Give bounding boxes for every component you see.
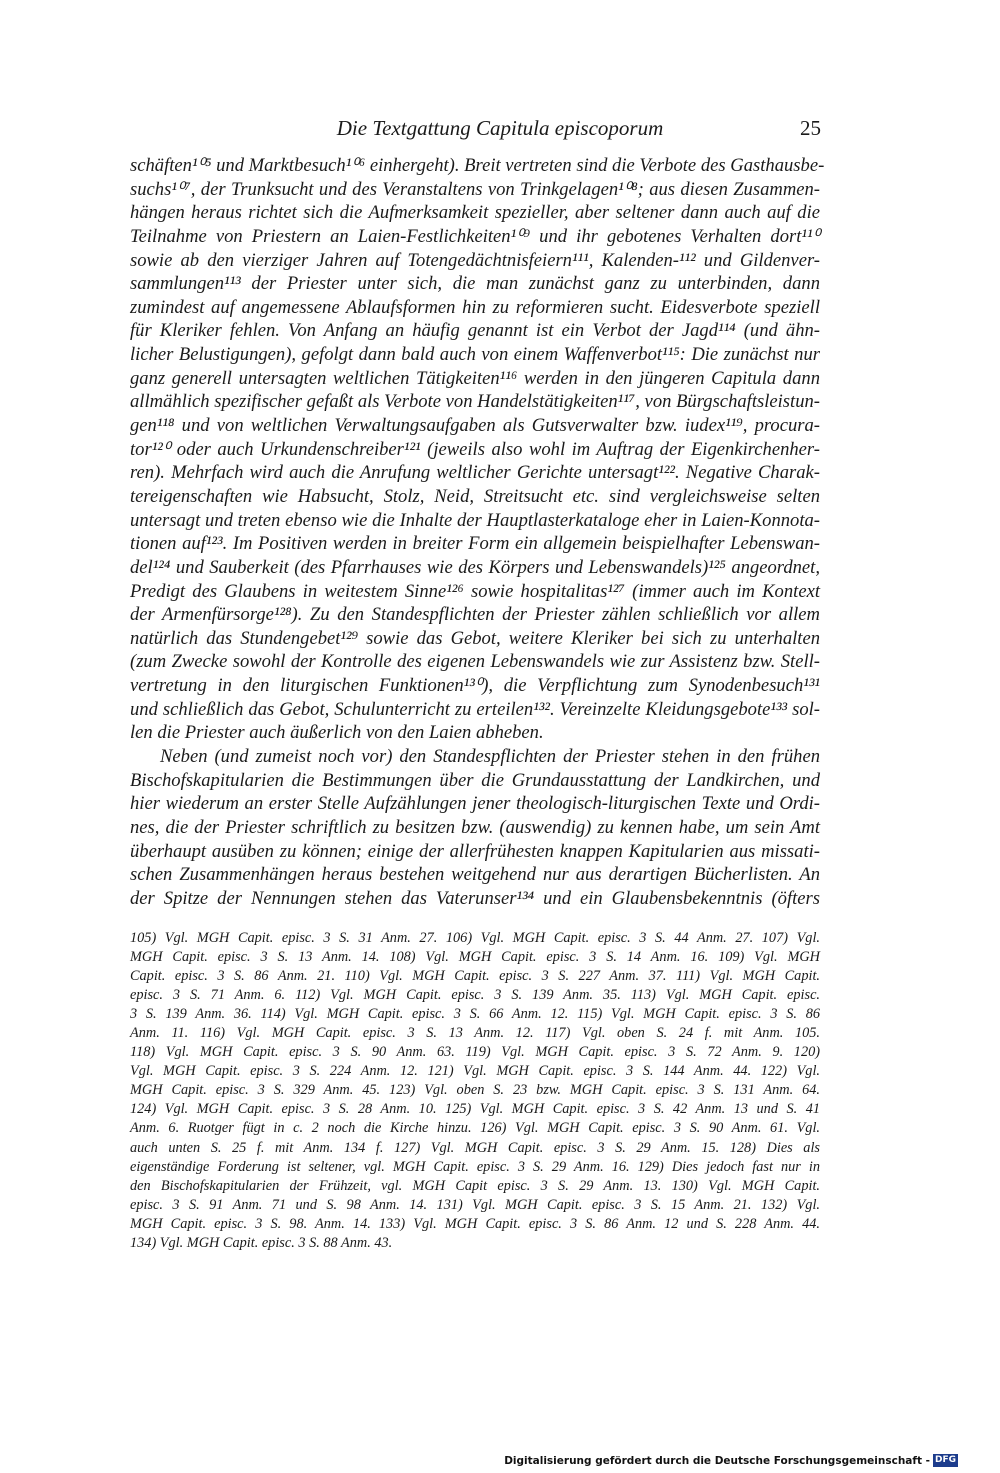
text-line: Teilnahme von Priestern an Laien-Festlichkeiten¹⁰⁹ und ihr gebotenes Verhalten dort¹¹⁰ <box>130 225 820 247</box>
footnote-line: 118) Vgl. MGH Capit. episc. 3 S. 90 Anm. 63. 119) Vgl. MGH Capit. episc. 3 S. 72 Anm. 9. 120) <box>130 1044 820 1061</box>
dfg-logo: DFG <box>934 1455 956 1465</box>
footnote-line: episc. 3 S. 71 Anm. 6. 112) Vgl. MGH Capit. episc. 3 S. 139 Anm. 35. 113) Vgl. MGH Capit. episc. <box>130 987 820 1004</box>
text-line: allmählich spezifischer gefaßt als Verbote von Handelstätigkeiten¹¹⁷, von Bürgschaftsleistun- <box>130 391 820 413</box>
text-line: und schließlich das Gebot, Schulunterricht zu erteilen¹³². Vereinzelte Kleidungsgebote¹³³ sol- <box>130 698 820 720</box>
text-line: vertretung in den liturgischen Funktionen¹³⁰), die Verpflichtung zum Synodenbesuch¹³¹ <box>130 675 820 697</box>
page-header-title: Die Textgattung Capitula episcoporum <box>336 116 664 140</box>
text-line: Neben (und zumeist noch vor) den Standespflichten der Priester stehen in den frühen <box>160 746 820 768</box>
text-line: Predigt des Glaubens in weitestem Sinne¹²⁶ sowie hospitalitas¹²⁷ (immer auch im Kontext <box>130 580 820 602</box>
text-line: (zum Zwecke sowohl der Kontrolle des eigenen Lebenswandels wie zur Assistenz bzw. Stell- <box>130 651 820 673</box>
footnote-line: episc. 3 S. 91 Anm. 71 und S. 98 Anm. 14. 131) Vgl. MGH Capit. episc. 3 S. 15 Anm. 21. 132) Vgl. <box>130 1196 820 1213</box>
footnote-line: 124) Vgl. MGH Capit. episc. 3 S. 28 Anm. 10. 125) Vgl. MGH Capit. episc. 3 S. 42 Anm. 13 und S. 41 <box>130 1101 820 1118</box>
footnote-line: eigenständige Forderung ist seltener, vgl. MGH Capit. episc. 3 S. 29 Anm. 16. 129) Dies jedoch fast nur in <box>130 1158 820 1175</box>
footnote-line: Capit. episc. 3 S. 86 Anm. 21. 110) Vgl. MGH Capit. episc. 3 S. 227 Anm. 37. 111) Vgl. MGH Capit. <box>130 968 820 985</box>
text-line: untersagt und treten ebenso wie die Inhalte der Hauptlasterkataloge eher in Laien-Konnota- <box>130 509 820 531</box>
footnote-line: den Bischofskapitularien der Frühzeit, vgl. MGH Capit episc. 3 S. 29 Anm. 13. 130) Vgl. MGH Capit. <box>130 1177 820 1194</box>
footnote-line: 105) Vgl. MGH Capit. episc. 3 S. 31 Anm. 27. 106) Vgl. MGH Capit. episc. 3 S. 44 Anm. 27. 107) Vgl. <box>130 930 820 946</box>
text-line: der Spitze der Nennungen stehen das Vaterunser¹³⁴ und ein Glaubensbekenntnis (öfters <box>130 887 820 909</box>
text-line: hängen heraus richtet sich die Aufmerksamkeit spezieller, aber seltener dann auch auf die <box>130 202 820 224</box>
footnote-line: 3 S. 139 Anm. 36. 114) Vgl. MGH Capit. episc. 3 S. 66 Anm. 12. 115) Vgl. MGH Capit. episc. 3 S. 86 <box>130 1006 820 1023</box>
digitization-credit <box>504 1454 958 1467</box>
text-line: ganz generell untersagten weltlichen Tätigkeiten¹¹⁶ werden in den jüngeren Capitula dann <box>130 367 820 389</box>
text-line: der Armenfürsorge¹²⁸). Zu den Standespflichten der Priester zählen schließlich vor allem <box>130 604 820 626</box>
text-line: für Kleriker fehlen. Von Anfang an häufig genannt ist ein Verbot der Jagd¹¹⁴ (und ähn- <box>130 320 820 342</box>
text-line: tionen auf¹²³. Im Positiven werden in breiter Form ein allgemein beispielhafter Lebenswan- <box>130 533 820 555</box>
text-line: tereigenschaften wie Habsucht, Stolz, Neid, Streitsucht etc. sind vergleichsweise selten <box>130 485 820 507</box>
text-line: tor¹²⁰ oder auch Urkundenschreiber¹²¹ (jeweils also wohl im Auftrag der Eigenkirchenher- <box>130 438 820 460</box>
text-line: hier wiederum an erster Stelle Aufzählungen jener theologisch-liturgischen Texte und Ordi- <box>130 793 820 815</box>
text-line: natürlich das Stundengebet¹²⁹ sowie das Gebot, weitere Kleriker bei sich zu unterhalten <box>130 627 820 649</box>
footnote-line: MGH Capit. episc. 3 S. 98. Anm. 14. 133) Vgl. MGH Capit. episc. 3 S. 86 Anm. 12 und S. 228 Anm. 44. <box>130 1215 820 1232</box>
text-line: Bischofskapitularien die Bestimmungen über die Grundausstattung der Landkirchen, und <box>130 769 820 791</box>
footnote-line: auch unten S. 25 f. mit Anm. 134 f. 127) Vgl. MGH Capit. episc. 3 S. 29 Anm. 15. 128) Dies als <box>130 1139 820 1156</box>
text-line: len die Priester auch äußerlich von den Laien abheben. <box>130 722 544 744</box>
footnote-line: Anm. 11. 116) Vgl. MGH Capit. episc. 3 S. 13 Anm. 12. 117) Vgl. oben S. 24 f. mit Anm. 105. <box>130 1025 820 1042</box>
text-line: sammlungen¹¹³ der Priester unter sich, die man zunächst ganz zu unterbinden, dann <box>130 273 820 295</box>
text-line: gen¹¹⁸ und von weltlichen Verwaltungsaufgaben als Gutsverwalter bzw. iudex¹¹⁹, procura- <box>130 415 820 437</box>
text-line: licher Belustigungen), gefolgt dann bald auch von einem Waffenverbot¹¹⁵: Die zunächst nur <box>130 344 820 366</box>
text-line: zumindest auf angemessene Ablaufsformen hin zu reformieren sucht. Eidesverbote speziell <box>130 296 820 318</box>
text-line: del¹²⁴ und Sauberkeit (des Pfarrhauses wie des Körpers und Lebenswandels)¹²⁵ angeordnet, <box>130 556 820 578</box>
credit-text: Digitalisierung gefördert durch die Deutsche Forschungsgemeinschaft - <box>504 1454 930 1467</box>
text-line: überhaupt ausüben zu können; einige der allerfrühesten knappen Kapitularien aus missati- <box>130 840 820 862</box>
footnote-line: 134) Vgl. MGH Capit. episc. 3 S. 88 Anm. 43. <box>130 1234 393 1251</box>
text-line: schen Zusammenhängen heraus bestehen weitgehend nur aus derartigen Bücherlisten. An <box>130 864 820 886</box>
footnote-line: MGH Capit. episc. 3 S. 13 Anm. 14. 108) Vgl. MGH Capit. episc. 3 S. 14 Anm. 16. 109) Vgl. MGH <box>130 949 820 966</box>
page-number: 25 <box>800 116 821 140</box>
text-line: ren). Mehrfach wird auch die Anrufung weltlicher Gerichte untersagt¹²². Negative Charak- <box>130 462 820 484</box>
main-text <box>130 154 825 934</box>
footnote-line: Anm. 6. Ruotger fügt in c. 2 noch die Kirche hinzu. 126) Vgl. MGH Capit. episc. 3 S. 90 Anm. 61. Vgl. <box>130 1120 820 1137</box>
footnote-line: Vgl. MGH Capit. episc. 3 S. 224 Anm. 12. 121) Vgl. MGH Capit. episc. 3 S. 144 Anm. 44. 122) Vgl. <box>130 1063 820 1080</box>
text-line: sowie ab den vierziger Jahren auf Totengedächtnisfeiern¹¹¹, Kalenden-¹¹² und Gildenver- <box>130 249 820 271</box>
footnotes <box>130 929 820 1253</box>
text-line: nes, die der Priester schriftlich zu besitzen bzw. (auswendig) zu kennen habe, um sein Amt <box>130 816 820 838</box>
text-line: schäften¹⁰⁵ und Marktbesuch¹⁰⁶ einhergeht). Breit vertreten sind die Verbote des Gasthausbe- <box>130 155 825 176</box>
text-line: suchs¹⁰⁷, der Trunksucht und des Veranstaltens von Trinkgelagen¹⁰⁸; aus diesen Zusammen- <box>130 178 820 200</box>
footnote-line: MGH Capit. episc. 3 S. 329 Anm. 45. 123) Vgl. oben S. 23 bzw. MGH Capit. episc. 3 S. 131 Anm. 64. <box>130 1082 820 1099</box>
